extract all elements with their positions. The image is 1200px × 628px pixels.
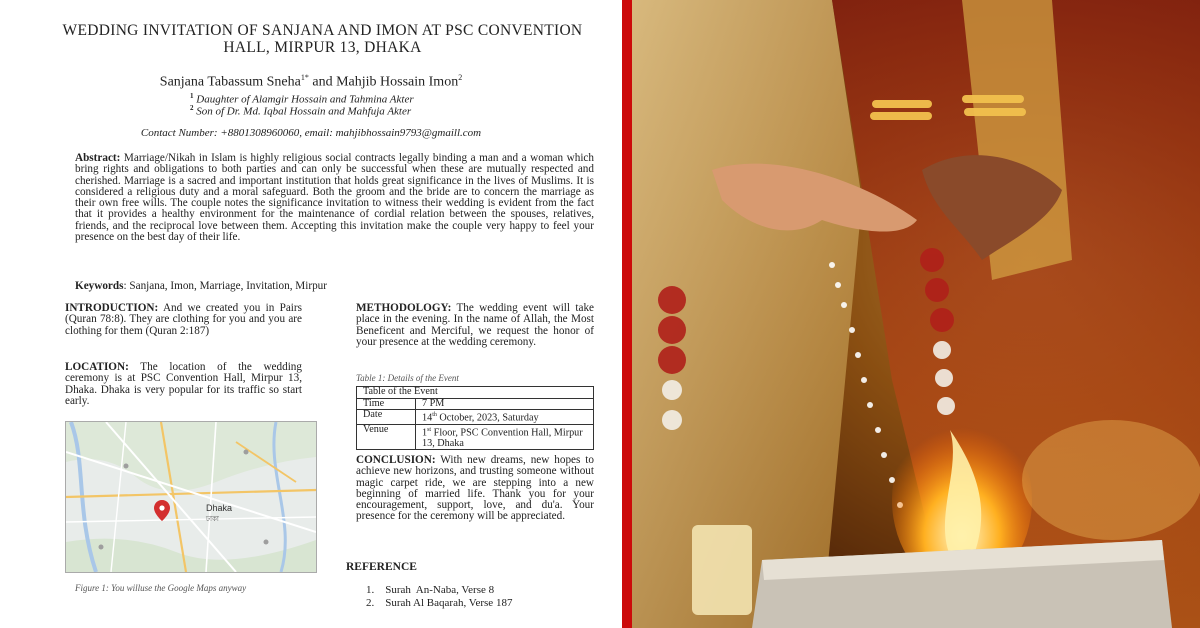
time-label-cell: Time	[357, 398, 416, 410]
list-item: 2. Surah Al Baqarah, Verse 187	[366, 597, 513, 609]
venue-rest: Floor, PSC Convention Hall, Mirpur 13, Dhaka	[422, 427, 583, 449]
location-section	[65, 362, 302, 407]
conclusion-section	[356, 455, 594, 523]
date-suffix: th	[432, 412, 437, 418]
date-rest: October, 2023, Saturday	[436, 412, 539, 424]
map-city-local-label: ঢাকা	[206, 515, 219, 523]
aff-2-mark: 2	[190, 104, 194, 112]
introduction-label: INTRODUCTION:	[65, 302, 159, 314]
table-row	[357, 410, 594, 425]
introduction-section	[65, 303, 302, 337]
keywords-text: : Sanjana, Imon, Marriage, Invitation, Mirpur	[123, 280, 327, 292]
abstract	[75, 153, 594, 243]
abstract-text: Marriage/Nikah in Islam is highly religious social contracts legally binding a man and a woman which bring rights and obligations to both parties and can only be successful when these are mutually respected and cherished. Marriage is a sacred and important institution that holds great significance in the lives of Muslims. It is considered a religious duty and a moral safeguard. Both the groom and the bride are to concern the marriage as their own free wills. The couple notes the significance invitation to witness their wedding is evident from the fact that it provides a healthy environment for the maintenance of cordial relation between the spouses, relatives, friends, and the reciprocal love between them. Accepting this invitation make the couple very happy to feel your presence on the best day of their life.	[75, 152, 594, 244]
divider-bar	[622, 0, 632, 628]
methodology-section	[356, 303, 594, 348]
keywords-label: Keywords	[75, 280, 124, 292]
reference-list	[366, 584, 512, 610]
table-row	[357, 424, 594, 449]
table-row	[357, 387, 594, 399]
authors-and: and	[308, 74, 337, 90]
wedding-ceremony-photo	[632, 0, 1200, 628]
methodology-text: The wedding event will take place in the evening. In the name of Allah, the Most Beneficent and Merciful, we request the honor of your presence at the wedding ceremony.	[356, 302, 594, 348]
introduction-text: And we created you in Pairs (Quran 78:8). They are clothing for you and you are clothing for them (Quran 2:187)	[65, 302, 302, 337]
map-graphic	[66, 422, 316, 572]
date-day: 14	[422, 412, 433, 424]
venue-floor-number: 1	[422, 427, 428, 439]
figure-caption: Figure 1: You willuse the Google Maps anyway	[75, 583, 247, 593]
conclusion-label: CONCLUSION:	[356, 454, 436, 466]
venue-value-cell	[416, 424, 594, 449]
aff-2-text: Son of Dr. Md. Iqbal Hossain and Mahfuja Akter	[196, 105, 412, 118]
date-value-cell	[416, 410, 594, 425]
event-table	[356, 386, 594, 450]
location-label: LOCATION:	[65, 361, 129, 373]
conclusion-text: With new dreams, new hopes to achieve new horizons, and trusting someone without magic carpet ride, we are stepping into a new beginning of married life. Thank you for your encouragement, support, love, and du'a. Your presence for the ceremony will be appreciated.	[356, 454, 594, 523]
methodology-label: METHODOLOGY:	[356, 302, 452, 314]
location-map[interactable]	[65, 421, 317, 573]
authors-line	[0, 73, 622, 91]
paper-title: WEDDING INVITATION OF SANJANA AND IMON AT PSC CONVENTION HALL, MIRPUR 13, DHAKA	[62, 22, 583, 56]
affiliation-2	[190, 104, 411, 118]
author-1-mark: 1*	[300, 73, 309, 82]
author-2-mark: 2	[458, 73, 463, 82]
venue-floor-suffix: st	[427, 426, 432, 433]
table-header-cell: Table of the Event	[357, 387, 594, 399]
reference-heading: REFERENCE	[346, 561, 417, 573]
date-label-cell: Date	[357, 410, 416, 425]
map-city-label: Dhaka	[206, 503, 233, 513]
table-row	[357, 398, 594, 410]
author-2: Mahjib Hossain Imon	[336, 74, 459, 90]
abstract-label: Abstract:	[75, 152, 121, 164]
venue-label-cell: Venue	[357, 424, 416, 449]
time-value-cell: 7 PM	[416, 398, 594, 410]
keywords	[75, 280, 594, 292]
table-caption: Table 1: Details of the Event	[356, 373, 459, 383]
ceremony-illustration	[632, 0, 1200, 628]
author-1: Sanjana Tabassum Sneha	[159, 74, 301, 90]
aff-1-text: Daughter of Alamgir Hossain and Tahmina Akter	[196, 93, 414, 106]
contact-line: Contact Number: +8801308960060, email: mahjibhossain9793@gmaill.com	[140, 127, 482, 139]
aff-1-mark: 1	[190, 92, 194, 100]
list-item: 1. Surah An-Naba, Verse 8	[366, 584, 495, 596]
location-text: The location of the wedding ceremony is at PSC Convention Hall, Mirpur 13, Dhaka. Dhaka is very popular for its traffic so start early.	[65, 361, 302, 407]
